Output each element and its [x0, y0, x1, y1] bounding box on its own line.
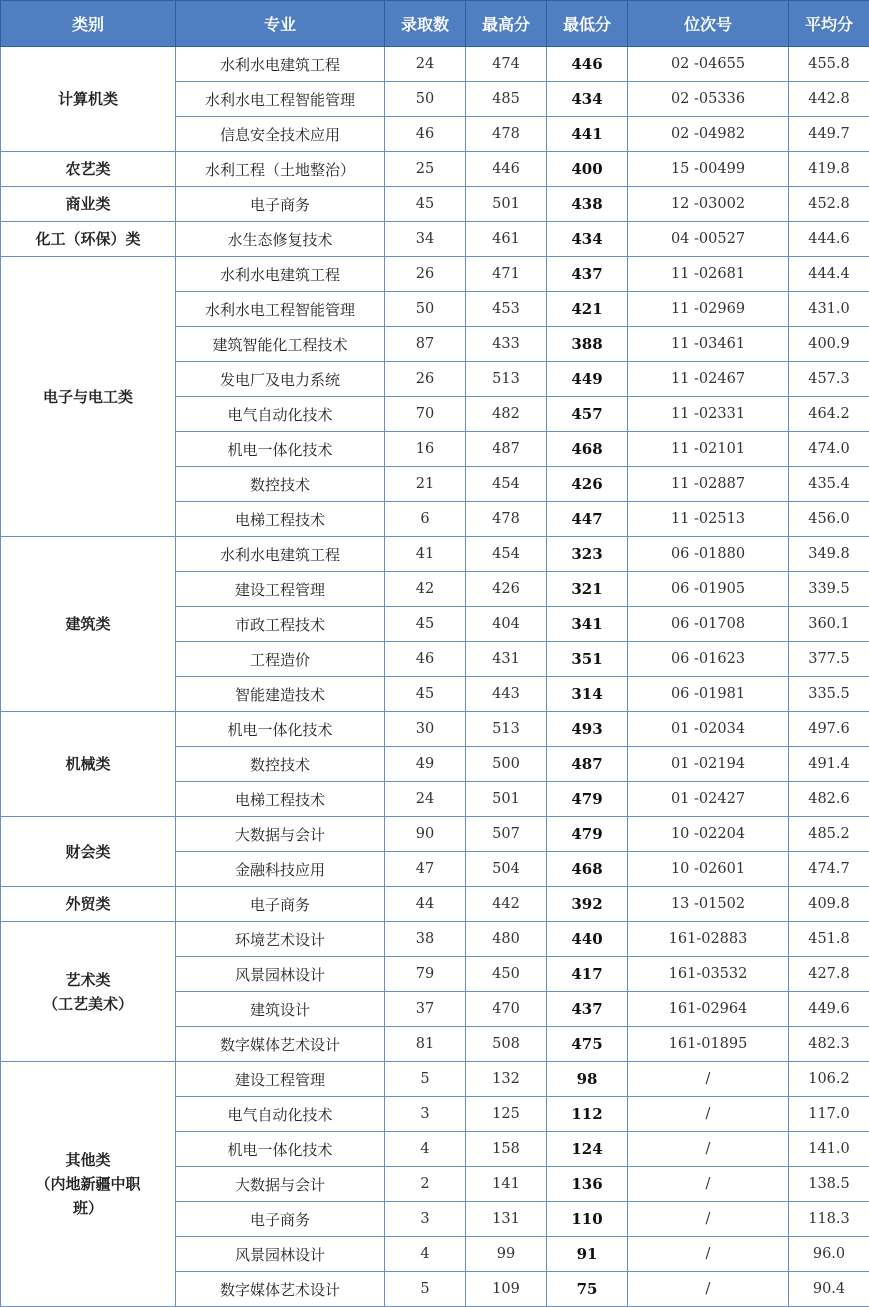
rank-cell: 11 -02513	[628, 502, 789, 537]
max-score-cell: 446	[466, 152, 547, 187]
rank-cell: 02 -05336	[628, 82, 789, 117]
avg-score-cell: 138.5	[789, 1167, 869, 1202]
table-row	[1, 187, 869, 222]
admitted-cell: 30	[385, 712, 466, 747]
max-score-cell: 504	[466, 852, 547, 887]
major-cell: 水利水电工程智能管理	[176, 292, 385, 327]
max-score-cell: 461	[466, 222, 547, 257]
admitted-cell: 41	[385, 537, 466, 572]
rank-cell: 01 -02194	[628, 747, 789, 782]
avg-score-cell: 482.6	[789, 782, 869, 817]
min-score-cell: 468	[547, 852, 628, 887]
rank-cell: /	[628, 1237, 789, 1272]
avg-score-cell: 444.6	[789, 222, 869, 257]
min-score-cell: 438	[547, 187, 628, 222]
max-score-cell: 508	[466, 1027, 547, 1062]
min-score-cell: 341	[547, 607, 628, 642]
admitted-cell: 5	[385, 1062, 466, 1097]
max-score-cell: 99	[466, 1237, 547, 1272]
avg-score-cell: 449.7	[789, 117, 869, 152]
rank-cell: 06 -01981	[628, 677, 789, 712]
major-cell: 建筑设计	[176, 992, 385, 1027]
category-cell: 财会类	[1, 817, 176, 887]
major-cell: 机电一体化技术	[176, 1132, 385, 1167]
major-cell: 大数据与会计	[176, 1167, 385, 1202]
category-cell: 外贸类	[1, 887, 176, 922]
table-row	[1, 1062, 869, 1097]
major-cell: 水利工程（土地整治）	[176, 152, 385, 187]
rank-cell: 06 -01623	[628, 642, 789, 677]
major-cell: 电子商务	[176, 187, 385, 222]
max-score-cell: 487	[466, 432, 547, 467]
min-score-cell: 421	[547, 292, 628, 327]
major-cell: 电气自动化技术	[176, 397, 385, 432]
major-cell: 水利水电建筑工程	[176, 257, 385, 292]
min-score-cell: 75	[547, 1272, 628, 1307]
category-cell: 其他类 （内地新疆中职 班）	[1, 1062, 176, 1307]
rank-cell: 11 -02467	[628, 362, 789, 397]
admitted-cell: 3	[385, 1202, 466, 1237]
header-category: 类别	[1, 1, 176, 47]
rank-cell: 15 -00499	[628, 152, 789, 187]
admitted-cell: 44	[385, 887, 466, 922]
max-score-cell: 478	[466, 117, 547, 152]
admitted-cell: 50	[385, 82, 466, 117]
max-score-cell: 454	[466, 537, 547, 572]
avg-score-cell: 117.0	[789, 1097, 869, 1132]
max-score-cell: 132	[466, 1062, 547, 1097]
rank-cell: 01 -02034	[628, 712, 789, 747]
category-cell: 机械类	[1, 712, 176, 817]
min-score-cell: 323	[547, 537, 628, 572]
major-cell: 电子商务	[176, 1202, 385, 1237]
major-cell: 市政工程技术	[176, 607, 385, 642]
min-score-cell: 479	[547, 817, 628, 852]
rank-cell: /	[628, 1062, 789, 1097]
avg-score-cell: 455.8	[789, 47, 869, 82]
rank-cell: /	[628, 1132, 789, 1167]
min-score-cell: 314	[547, 677, 628, 712]
major-cell: 机电一体化技术	[176, 712, 385, 747]
rank-cell: 11 -02681	[628, 257, 789, 292]
admitted-cell: 34	[385, 222, 466, 257]
max-score-cell: 125	[466, 1097, 547, 1132]
min-score-cell: 321	[547, 572, 628, 607]
rank-cell: 02 -04655	[628, 47, 789, 82]
rank-cell: 12 -03002	[628, 187, 789, 222]
min-score-cell: 124	[547, 1132, 628, 1167]
major-cell: 智能建造技术	[176, 677, 385, 712]
max-score-cell: 485	[466, 82, 547, 117]
avg-score-cell: 360.1	[789, 607, 869, 642]
major-cell: 电气自动化技术	[176, 1097, 385, 1132]
major-cell: 建筑智能化工程技术	[176, 327, 385, 362]
max-score-cell: 471	[466, 257, 547, 292]
min-score-cell: 487	[547, 747, 628, 782]
rank-cell: 06 -01708	[628, 607, 789, 642]
rank-cell: 11 -02887	[628, 467, 789, 502]
major-cell: 水利水电建筑工程	[176, 537, 385, 572]
admitted-cell: 81	[385, 1027, 466, 1062]
avg-score-cell: 335.5	[789, 677, 869, 712]
avg-score-cell: 451.8	[789, 922, 869, 957]
header-min-score: 最低分	[547, 1, 628, 47]
max-score-cell: 500	[466, 747, 547, 782]
major-cell: 建设工程管理	[176, 572, 385, 607]
avg-score-cell: 377.5	[789, 642, 869, 677]
table-header-row	[1, 1, 869, 47]
admitted-cell: 90	[385, 817, 466, 852]
header-max-score: 最高分	[466, 1, 547, 47]
max-score-cell: 443	[466, 677, 547, 712]
major-cell: 风景园林设计	[176, 957, 385, 992]
admitted-cell: 70	[385, 397, 466, 432]
min-score-cell: 475	[547, 1027, 628, 1062]
rank-cell: /	[628, 1097, 789, 1132]
major-cell: 环境艺术设计	[176, 922, 385, 957]
header-rank: 位次号	[628, 1, 789, 47]
avg-score-cell: 491.4	[789, 747, 869, 782]
admitted-cell: 16	[385, 432, 466, 467]
major-cell: 数控技术	[176, 467, 385, 502]
table-row	[1, 922, 869, 957]
admitted-cell: 38	[385, 922, 466, 957]
major-cell: 发电厂及电力系统	[176, 362, 385, 397]
rank-cell: 161-02883	[628, 922, 789, 957]
major-cell: 水生态修复技术	[176, 222, 385, 257]
major-cell: 水利水电建筑工程	[176, 47, 385, 82]
category-cell: 化工（环保）类	[1, 222, 176, 257]
max-score-cell: 431	[466, 642, 547, 677]
avg-score-cell: 449.6	[789, 992, 869, 1027]
max-score-cell: 141	[466, 1167, 547, 1202]
min-score-cell: 447	[547, 502, 628, 537]
max-score-cell: 501	[466, 782, 547, 817]
rank-cell: 06 -01880	[628, 537, 789, 572]
major-cell: 数字媒体艺术设计	[176, 1027, 385, 1062]
table-row	[1, 537, 869, 572]
avg-score-cell: 457.3	[789, 362, 869, 397]
admitted-cell: 25	[385, 152, 466, 187]
min-score-cell: 417	[547, 957, 628, 992]
admitted-cell: 45	[385, 187, 466, 222]
admitted-cell: 5	[385, 1272, 466, 1307]
table-row	[1, 47, 869, 82]
admitted-cell: 46	[385, 117, 466, 152]
avg-score-cell: 442.8	[789, 82, 869, 117]
avg-score-cell: 409.8	[789, 887, 869, 922]
avg-score-cell: 431.0	[789, 292, 869, 327]
major-cell: 机电一体化技术	[176, 432, 385, 467]
admitted-cell: 24	[385, 47, 466, 82]
max-score-cell: 158	[466, 1132, 547, 1167]
avg-score-cell: 90.4	[789, 1272, 869, 1307]
min-score-cell: 91	[547, 1237, 628, 1272]
max-score-cell: 404	[466, 607, 547, 642]
min-score-cell: 479	[547, 782, 628, 817]
max-score-cell: 109	[466, 1272, 547, 1307]
min-score-cell: 468	[547, 432, 628, 467]
rank-cell: 10 -02204	[628, 817, 789, 852]
max-score-cell: 131	[466, 1202, 547, 1237]
major-cell: 大数据与会计	[176, 817, 385, 852]
min-score-cell: 110	[547, 1202, 628, 1237]
avg-score-cell: 141.0	[789, 1132, 869, 1167]
avg-score-cell: 435.4	[789, 467, 869, 502]
admitted-cell: 4	[385, 1132, 466, 1167]
min-score-cell: 457	[547, 397, 628, 432]
min-score-cell: 437	[547, 992, 628, 1027]
rank-cell: 11 -02101	[628, 432, 789, 467]
header-avg-score: 平均分	[789, 1, 869, 47]
major-cell: 风景园林设计	[176, 1237, 385, 1272]
max-score-cell: 433	[466, 327, 547, 362]
rank-cell: /	[628, 1272, 789, 1307]
rank-cell: 11 -02969	[628, 292, 789, 327]
rank-cell: 06 -01905	[628, 572, 789, 607]
avg-score-cell: 349.8	[789, 537, 869, 572]
min-score-cell: 98	[547, 1062, 628, 1097]
avg-score-cell: 497.6	[789, 712, 869, 747]
avg-score-cell: 106.2	[789, 1062, 869, 1097]
avg-score-cell: 474.7	[789, 852, 869, 887]
max-score-cell: 450	[466, 957, 547, 992]
rank-cell: 13 -01502	[628, 887, 789, 922]
rank-cell: 01 -02427	[628, 782, 789, 817]
table-body	[1, 47, 869, 1307]
rank-cell: /	[628, 1167, 789, 1202]
rank-cell: 11 -03461	[628, 327, 789, 362]
max-score-cell: 453	[466, 292, 547, 327]
min-score-cell: 392	[547, 887, 628, 922]
avg-score-cell: 485.2	[789, 817, 869, 852]
rank-cell: 161-01895	[628, 1027, 789, 1062]
admitted-cell: 45	[385, 607, 466, 642]
min-score-cell: 446	[547, 47, 628, 82]
avg-score-cell: 474.0	[789, 432, 869, 467]
avg-score-cell: 452.8	[789, 187, 869, 222]
min-score-cell: 493	[547, 712, 628, 747]
rank-cell: 11 -02331	[628, 397, 789, 432]
rank-cell: 04 -00527	[628, 222, 789, 257]
max-score-cell: 426	[466, 572, 547, 607]
rank-cell: 161-02964	[628, 992, 789, 1027]
avg-score-cell: 118.3	[789, 1202, 869, 1237]
max-score-cell: 513	[466, 362, 547, 397]
major-cell: 水利水电工程智能管理	[176, 82, 385, 117]
admitted-cell: 3	[385, 1097, 466, 1132]
rank-cell: /	[628, 1202, 789, 1237]
major-cell: 金融科技应用	[176, 852, 385, 887]
min-score-cell: 400	[547, 152, 628, 187]
min-score-cell: 388	[547, 327, 628, 362]
admitted-cell: 46	[385, 642, 466, 677]
max-score-cell: 482	[466, 397, 547, 432]
category-cell: 计算机类	[1, 47, 176, 152]
major-cell: 电子商务	[176, 887, 385, 922]
avg-score-cell: 339.5	[789, 572, 869, 607]
major-cell: 电梯工程技术	[176, 782, 385, 817]
category-cell: 农艺类	[1, 152, 176, 187]
min-score-cell: 437	[547, 257, 628, 292]
admitted-cell: 21	[385, 467, 466, 502]
avg-score-cell: 456.0	[789, 502, 869, 537]
min-score-cell: 351	[547, 642, 628, 677]
max-score-cell: 470	[466, 992, 547, 1027]
min-score-cell: 136	[547, 1167, 628, 1202]
table-row	[1, 817, 869, 852]
min-score-cell: 426	[547, 467, 628, 502]
table-row	[1, 152, 869, 187]
major-cell: 数字媒体艺术设计	[176, 1272, 385, 1307]
table-row	[1, 712, 869, 747]
header-major: 专业	[176, 1, 385, 47]
avg-score-cell: 444.4	[789, 257, 869, 292]
max-score-cell: 442	[466, 887, 547, 922]
admitted-cell: 2	[385, 1167, 466, 1202]
admitted-cell: 26	[385, 362, 466, 397]
admitted-cell: 45	[385, 677, 466, 712]
admitted-cell: 47	[385, 852, 466, 887]
admitted-cell: 49	[385, 747, 466, 782]
admitted-cell: 26	[385, 257, 466, 292]
rank-cell: 10 -02601	[628, 852, 789, 887]
rank-cell: 02 -04982	[628, 117, 789, 152]
admitted-cell: 79	[385, 957, 466, 992]
min-score-cell: 112	[547, 1097, 628, 1132]
avg-score-cell: 400.9	[789, 327, 869, 362]
avg-score-cell: 419.8	[789, 152, 869, 187]
rank-cell: 161-03532	[628, 957, 789, 992]
avg-score-cell: 482.3	[789, 1027, 869, 1062]
admitted-cell: 24	[385, 782, 466, 817]
min-score-cell: 441	[547, 117, 628, 152]
avg-score-cell: 464.2	[789, 397, 869, 432]
min-score-cell: 434	[547, 222, 628, 257]
major-cell: 数控技术	[176, 747, 385, 782]
max-score-cell: 513	[466, 712, 547, 747]
max-score-cell: 507	[466, 817, 547, 852]
category-cell: 电子与电工类	[1, 257, 176, 537]
max-score-cell: 501	[466, 187, 547, 222]
min-score-cell: 434	[547, 82, 628, 117]
major-cell: 信息安全技术应用	[176, 117, 385, 152]
max-score-cell: 478	[466, 502, 547, 537]
category-cell: 艺术类 （工艺美术）	[1, 922, 176, 1062]
major-cell: 电梯工程技术	[176, 502, 385, 537]
avg-score-cell: 96.0	[789, 1237, 869, 1272]
major-cell: 建设工程管理	[176, 1062, 385, 1097]
admitted-cell: 37	[385, 992, 466, 1027]
table-row	[1, 257, 869, 292]
admitted-cell: 6	[385, 502, 466, 537]
category-cell: 商业类	[1, 187, 176, 222]
admitted-cell: 4	[385, 1237, 466, 1272]
category-cell: 建筑类	[1, 537, 176, 712]
max-score-cell: 474	[466, 47, 547, 82]
min-score-cell: 449	[547, 362, 628, 397]
max-score-cell: 480	[466, 922, 547, 957]
avg-score-cell: 427.8	[789, 957, 869, 992]
header-admitted: 录取数	[385, 1, 466, 47]
table-row	[1, 222, 869, 257]
admitted-cell: 87	[385, 327, 466, 362]
admitted-cell: 42	[385, 572, 466, 607]
table-row	[1, 887, 869, 922]
min-score-cell: 440	[547, 922, 628, 957]
max-score-cell: 454	[466, 467, 547, 502]
major-cell: 工程造价	[176, 642, 385, 677]
admitted-cell: 50	[385, 292, 466, 327]
